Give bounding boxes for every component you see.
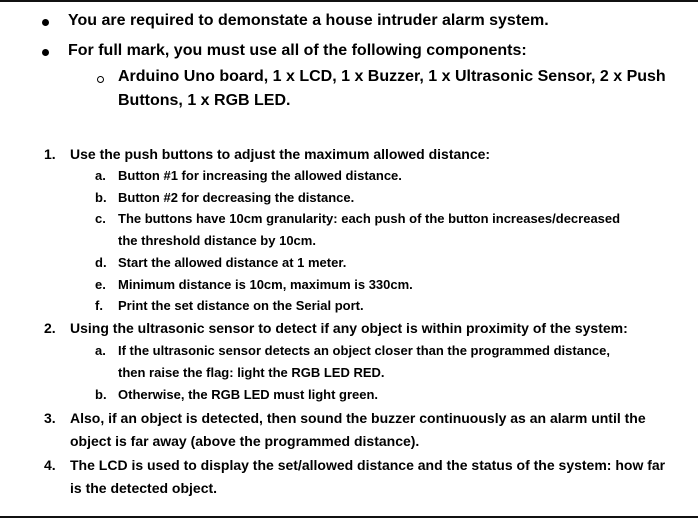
sub-item-text: the threshold distance by 10cm. [118,233,316,248]
item-text: The LCD is used to display the set/allowed distance and the status of the system: how far [70,457,666,473]
bullet-text: You are required to demonstate a house intruder alarm system. [68,12,549,29]
item-number: 1. [44,146,56,162]
item-number: 4. [44,457,56,473]
item-text: is the detected object. [70,480,218,496]
sub-item-text: Print the set distance on the Serial port. [118,298,364,313]
sub-item-text: then raise the flag: light the RGB LED RED. [118,365,385,380]
sub-item-letter: b. [95,190,107,205]
item-number: 2. [44,320,56,336]
sub-item-text: The buttons have 10cm granularity: each push of the button increases/decreased [118,211,621,226]
sub-item-letter: c. [95,211,106,226]
sub-item-letter: b. [95,387,107,402]
bullet-text: For full mark, you must use all of the following components: [68,42,527,59]
sub-item-letter: a. [95,168,106,183]
sub-item-text: Minimum distance is 10cm, maximum is 330cm. [118,277,413,292]
sub-item-letter: f. [95,298,103,313]
bullet-dot-icon [42,19,49,26]
sub-item-letter: d. [95,255,107,270]
sub-item-text: Otherwise, the RGB LED must light green. [118,387,379,402]
sub-item-text: Button #2 for decreasing the distance. [118,190,355,205]
sub-item-letter: e. [95,277,106,292]
item-text: Use the push buttons to adjust the maximum allowed distance: [70,146,491,162]
bullet-circle-icon [97,76,104,83]
sub-item-text: Start the allowed distance at 1 meter. [118,255,347,270]
sub-item-text: If the ultrasonic sensor detects an object closer than the programmed distance, [118,343,610,358]
item-text: Also, if an object is detected, then sound the buzzer continuously as an alarm until the [70,410,646,426]
sub-bullet-line: Buttons, 1 x RGB LED. [118,92,291,109]
item-number: 3. [44,410,56,426]
sub-item-letter: a. [95,343,106,358]
sub-bullet-line: Arduino Uno board, 1 x LCD, 1 x Buzzer, 1 x Ultrasonic Sensor, 2 x Push [118,68,666,85]
item-text: Using the ultrasonic sensor to detect if any object is within proximity of the system: [70,320,628,336]
item-text: object is far away (above the programmed distance). [70,433,420,449]
bullet-dot-icon [42,49,49,56]
sub-item-text: Button #1 for increasing the allowed distance. [118,168,402,183]
